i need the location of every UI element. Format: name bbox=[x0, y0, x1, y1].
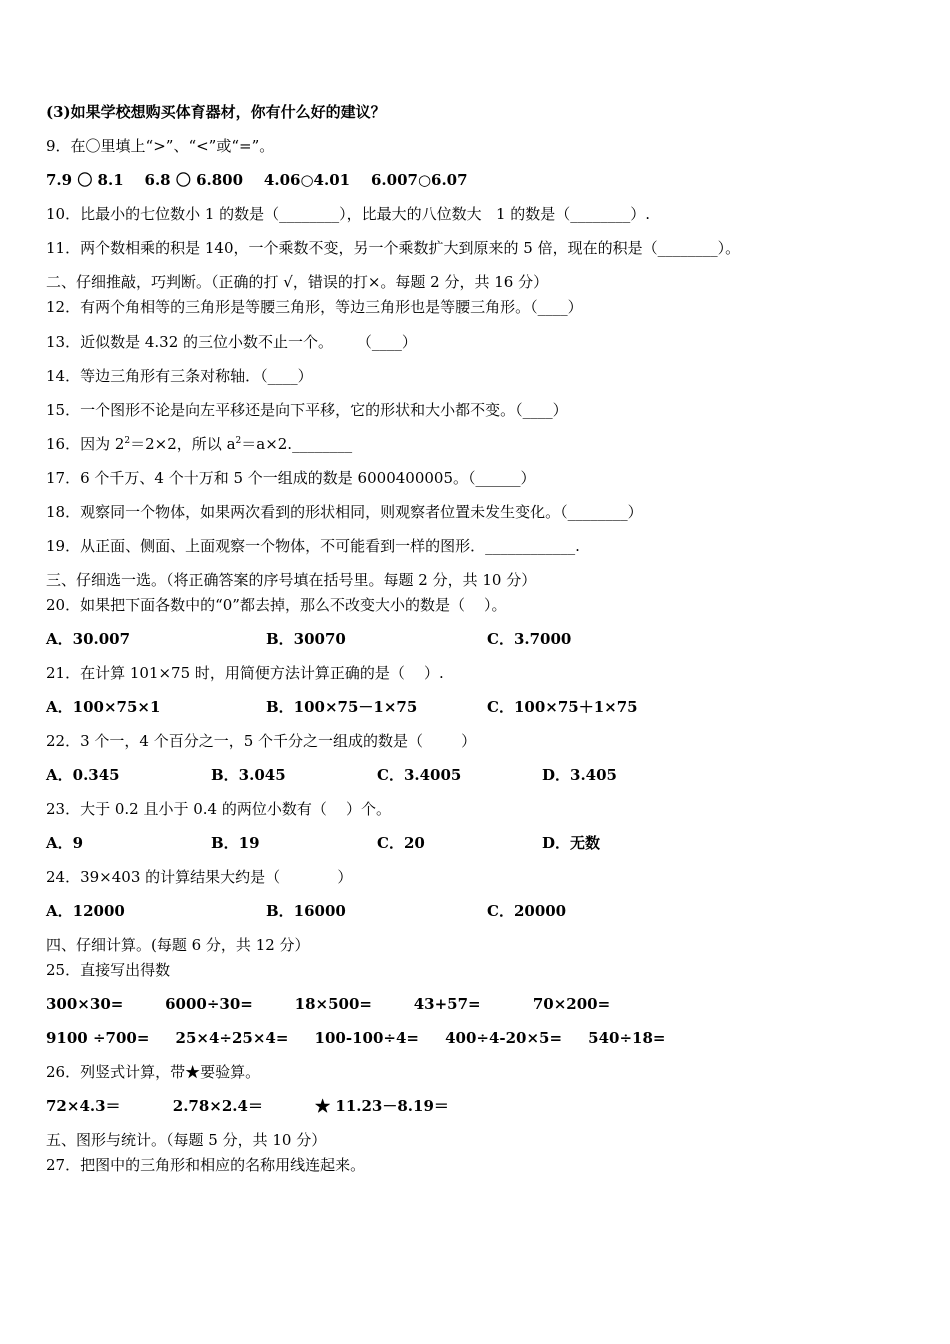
question-17: 17．6 个千万、4 个十万和 5 个一组成的数是 6000400005。（______） bbox=[46, 469, 536, 487]
question-24-option-b: B．16000 bbox=[266, 902, 346, 920]
question-25-stem: 25．直接写出得数 bbox=[46, 961, 171, 979]
question-25-row-1: 300×30= 6000÷30= 18×500= 43+57= 70×200= bbox=[46, 995, 611, 1013]
question-16 bbox=[46, 434, 352, 454]
question-21-option-b: B．100×75－1×75 bbox=[266, 698, 418, 716]
question-16-part-a: 16．因为 2 bbox=[46, 435, 125, 453]
question-23-option-d: D．无数 bbox=[542, 834, 601, 852]
question-14: 14．等边三角形有三条对称轴．（____） bbox=[46, 367, 313, 385]
question-22-option-b: B．3.045 bbox=[211, 766, 286, 784]
section-4-heading: 四、仔细计算。(每题 6 分，共 12 分） bbox=[46, 936, 310, 954]
question-23-option-b: B．19 bbox=[211, 834, 260, 852]
question-19: 19．从正面、侧面、上面观察一个物体，不可能看到一样的图形．____________. bbox=[46, 537, 580, 555]
question-27: 27．把图中的三角形和相应的名称用线连起来。 bbox=[46, 1156, 366, 1174]
question-20-option-c: C．3.7000 bbox=[487, 630, 572, 648]
question-11: 11．两个数相乘的积是 140，一个乘数不变，另一个乘数扩大到原来的 5 倍，现在的积是（________）。 bbox=[46, 239, 741, 257]
question-16-part-c: ＝a×2.________ bbox=[241, 435, 353, 453]
question-26-stem: 26．列竖式计算，带★要验算。 bbox=[46, 1063, 261, 1081]
question-25-row-2: 9100 ÷700= 25×4÷25×4= 100-100÷4= 400÷4-20×5= 540÷18= bbox=[46, 1029, 666, 1047]
section-3-heading: 三、仔细选一选。（将正确答案的序号填在括号里。每题 2 分，共 10 分） bbox=[46, 571, 537, 589]
question-16-part-b: ＝2×2，所以 a bbox=[130, 435, 236, 453]
question-20-option-b: B．30070 bbox=[266, 630, 346, 648]
question-16-superscript-1: 2 bbox=[124, 436, 131, 446]
section-2-heading: 二、仔细推敲，巧判断。（正确的打 √，错误的打×。每题 2 分，共 16 分） bbox=[46, 273, 549, 291]
question-24-option-a: A．12000 bbox=[46, 902, 125, 920]
question-12: 12．有两个角相等的三角形是等腰三角形，等边三角形也是等腰三角形。（____） bbox=[46, 298, 583, 316]
question-22-stem: 22．3 个一，4 个百分之一，5 个千分之一组成的数是（ ） bbox=[46, 732, 477, 750]
question-18: 18．观察同一个物体，如果两次看到的形状相同，则观察者位置未发生变化。（________） bbox=[46, 503, 643, 521]
question-20-stem: 20．如果把下面各数中的“0”都去掉，那么不改变大小的数是（ ）。 bbox=[46, 596, 507, 614]
question-21-option-c: C．100×75＋1×75 bbox=[487, 698, 638, 716]
section-5-heading: 五、图形与统计。（每题 5 分，共 10 分） bbox=[46, 1131, 327, 1149]
question-26-row: 72×4.3＝ 2.78×2.4＝ ★ 11.23－8.19＝ bbox=[46, 1097, 449, 1115]
question-22-option-a: A．0.345 bbox=[46, 766, 120, 784]
question-16-superscript-2: 2 bbox=[235, 436, 242, 446]
question-22-option-c: C．3.4005 bbox=[377, 766, 462, 784]
question-23-option-c: C．20 bbox=[377, 834, 425, 852]
question-15: 15．一个图形不论是向左平移还是向下平移，它的形状和大小都不变。（____） bbox=[46, 401, 568, 419]
question-8-sub-3: (3)如果学校想购买体育器材，你有什么好的建议？ bbox=[46, 103, 386, 121]
question-23-option-a: A．9 bbox=[46, 834, 84, 852]
question-9-items: 7.9 〇 8.1 6.8 〇 6.800 4.06○4.01 6.007○6.07 bbox=[46, 171, 468, 189]
question-24-stem: 24．39×403 的计算结果大约是（ ） bbox=[46, 868, 353, 886]
question-13: 13．近似数是 4.32 的三位小数不止一个。 （____） bbox=[46, 333, 417, 351]
question-21-option-a: A．100×75×1 bbox=[46, 698, 161, 716]
question-22-option-d: D．3.405 bbox=[542, 766, 617, 784]
question-21-stem: 21．在计算 101×75 时，用简便方法计算正确的是（ ）. bbox=[46, 664, 444, 682]
question-24-option-c: C．20000 bbox=[487, 902, 567, 920]
question-20-option-a: A．30.007 bbox=[46, 630, 131, 648]
question-23-stem: 23．大于 0.2 且小于 0.4 的两位小数有（ ）个。 bbox=[46, 800, 391, 818]
question-9-stem: 9．在〇里填上“>”、“<”或“=”。 bbox=[46, 137, 275, 155]
question-10: 10．比最小的七位数小 1 的数是（________），比最大的八位数大 1 的数是（________）. bbox=[46, 205, 651, 223]
